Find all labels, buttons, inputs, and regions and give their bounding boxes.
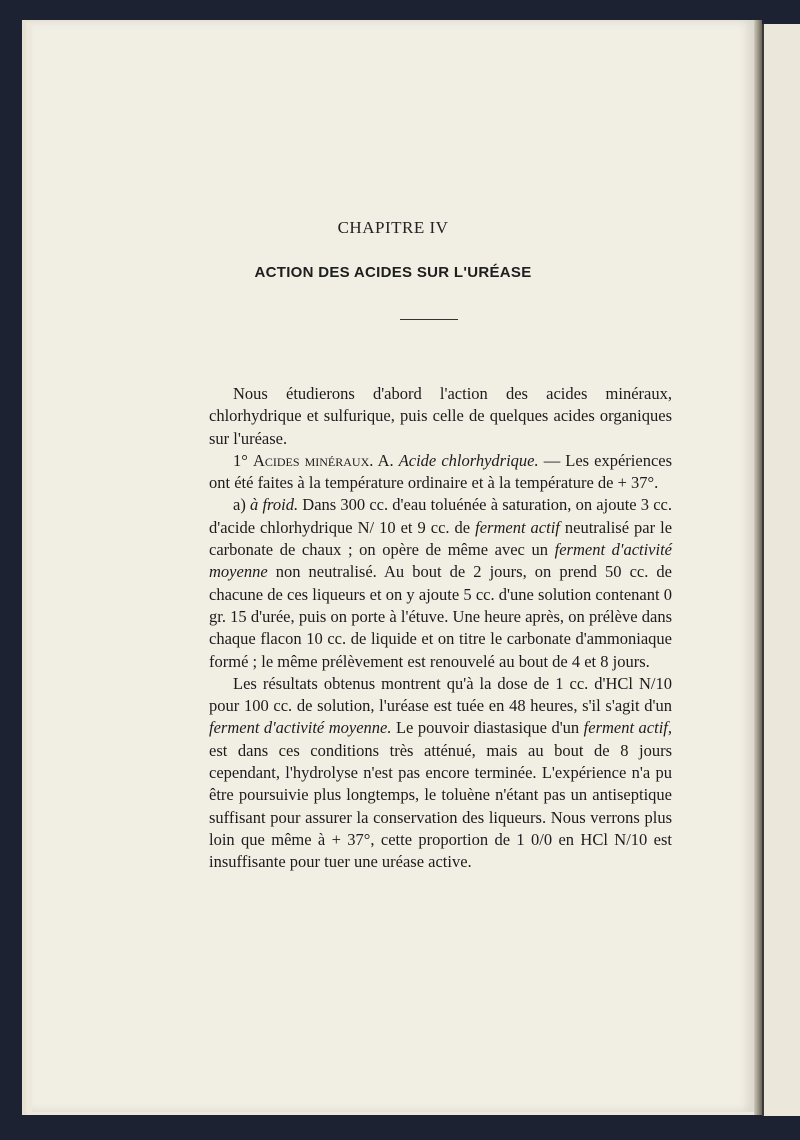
- results-italic-1: ferment d'activité moyenne.: [209, 718, 392, 738]
- book-gutter: [754, 20, 762, 1115]
- chapter-title: ACTION DES ACIDES SUR L'URÉASE: [254, 264, 532, 281]
- cold-text-3: non neutralisé. Au bout de 2 jours, on prend 50 cc. de chacune de ces liqueurs et on y ajoute 5 cc. d'une solution contenant 0 gr. 15 d'urée, puis on porte à l'étuve. Une heure après, on prélève dans chaque flacon 10 cc. de liquide et on titre le carbonate d'ammoniaque formé ; le même prélèvement est renouvelé au bout de 4 et 8 jours.: [209, 562, 673, 671]
- item-letter: a): [233, 495, 246, 515]
- section-heading: Acides minéraux.: [252, 450, 374, 470]
- paragraph-intro-text: Nous étudierons d'abord l'action des acides minéraux, chlorhydrique et sulfurique, puis celle de quelques acides organiques sur l'uréase.: [209, 384, 672, 448]
- item-heading: à froid.: [250, 495, 299, 515]
- body-text: [209, 383, 672, 874]
- results-italic-2: ferment actif,: [583, 718, 672, 738]
- section-1-text: — Les expériences ont été faites à la température ordinaire et à la température de + 37°.: [209, 450, 673, 493]
- cold-italic-1: ferment actif: [475, 517, 560, 537]
- cold-italic-2: ferment d'activité moyenne: [209, 540, 672, 582]
- cold-text-2: neutralisé par le carbonate de chaux ; on opère de même avec un: [209, 517, 673, 560]
- results-text-1: Les résultats obtenus montrent qu'à la dose de 1 cc. d'HCl N/10 pour 100 cc. de solution, l'uréase est tuée en 48 heures, s'il s'agit d'un: [209, 673, 672, 716]
- results-text-2: Le pouvoir diastasique d'un: [395, 718, 580, 738]
- paragraph-section-1: [209, 450, 672, 495]
- results-text-3: est dans ces conditions très atténué, mais au bout de 8 jours cependant, l'hydrolyse n'est pas encore terminée. L'expérience n'a pu être poursuivie plus longtemps, le toluène n'étant pas un antiseptique suffisant pour assurer la conservation des liqueurs. Nous verrons plus loin que même à + 37°, cette proportion de 1 0/0 en HCl N/10 est insuffisante pour tuer une uréase active.: [209, 740, 672, 872]
- title-rule: [400, 319, 458, 320]
- subsection-heading: Acide chlorhydrique.: [398, 450, 539, 470]
- section-number: 1°: [233, 450, 248, 470]
- subsection-letter: A.: [377, 450, 394, 470]
- chapter-heading: CHAPITRE IV: [337, 218, 449, 237]
- paragraph-cold: [209, 494, 672, 672]
- paragraph-results: [209, 673, 672, 874]
- paragraph-intro: [209, 383, 672, 450]
- book-page: [32, 20, 754, 1112]
- facing-page-edge: [762, 24, 800, 1116]
- cold-text-1: Dans 300 cc. d'eau toluénée à saturation, on ajoute 3 cc. d'acide chlorhydrique N/ 10 et 9 cc. de: [209, 495, 673, 537]
